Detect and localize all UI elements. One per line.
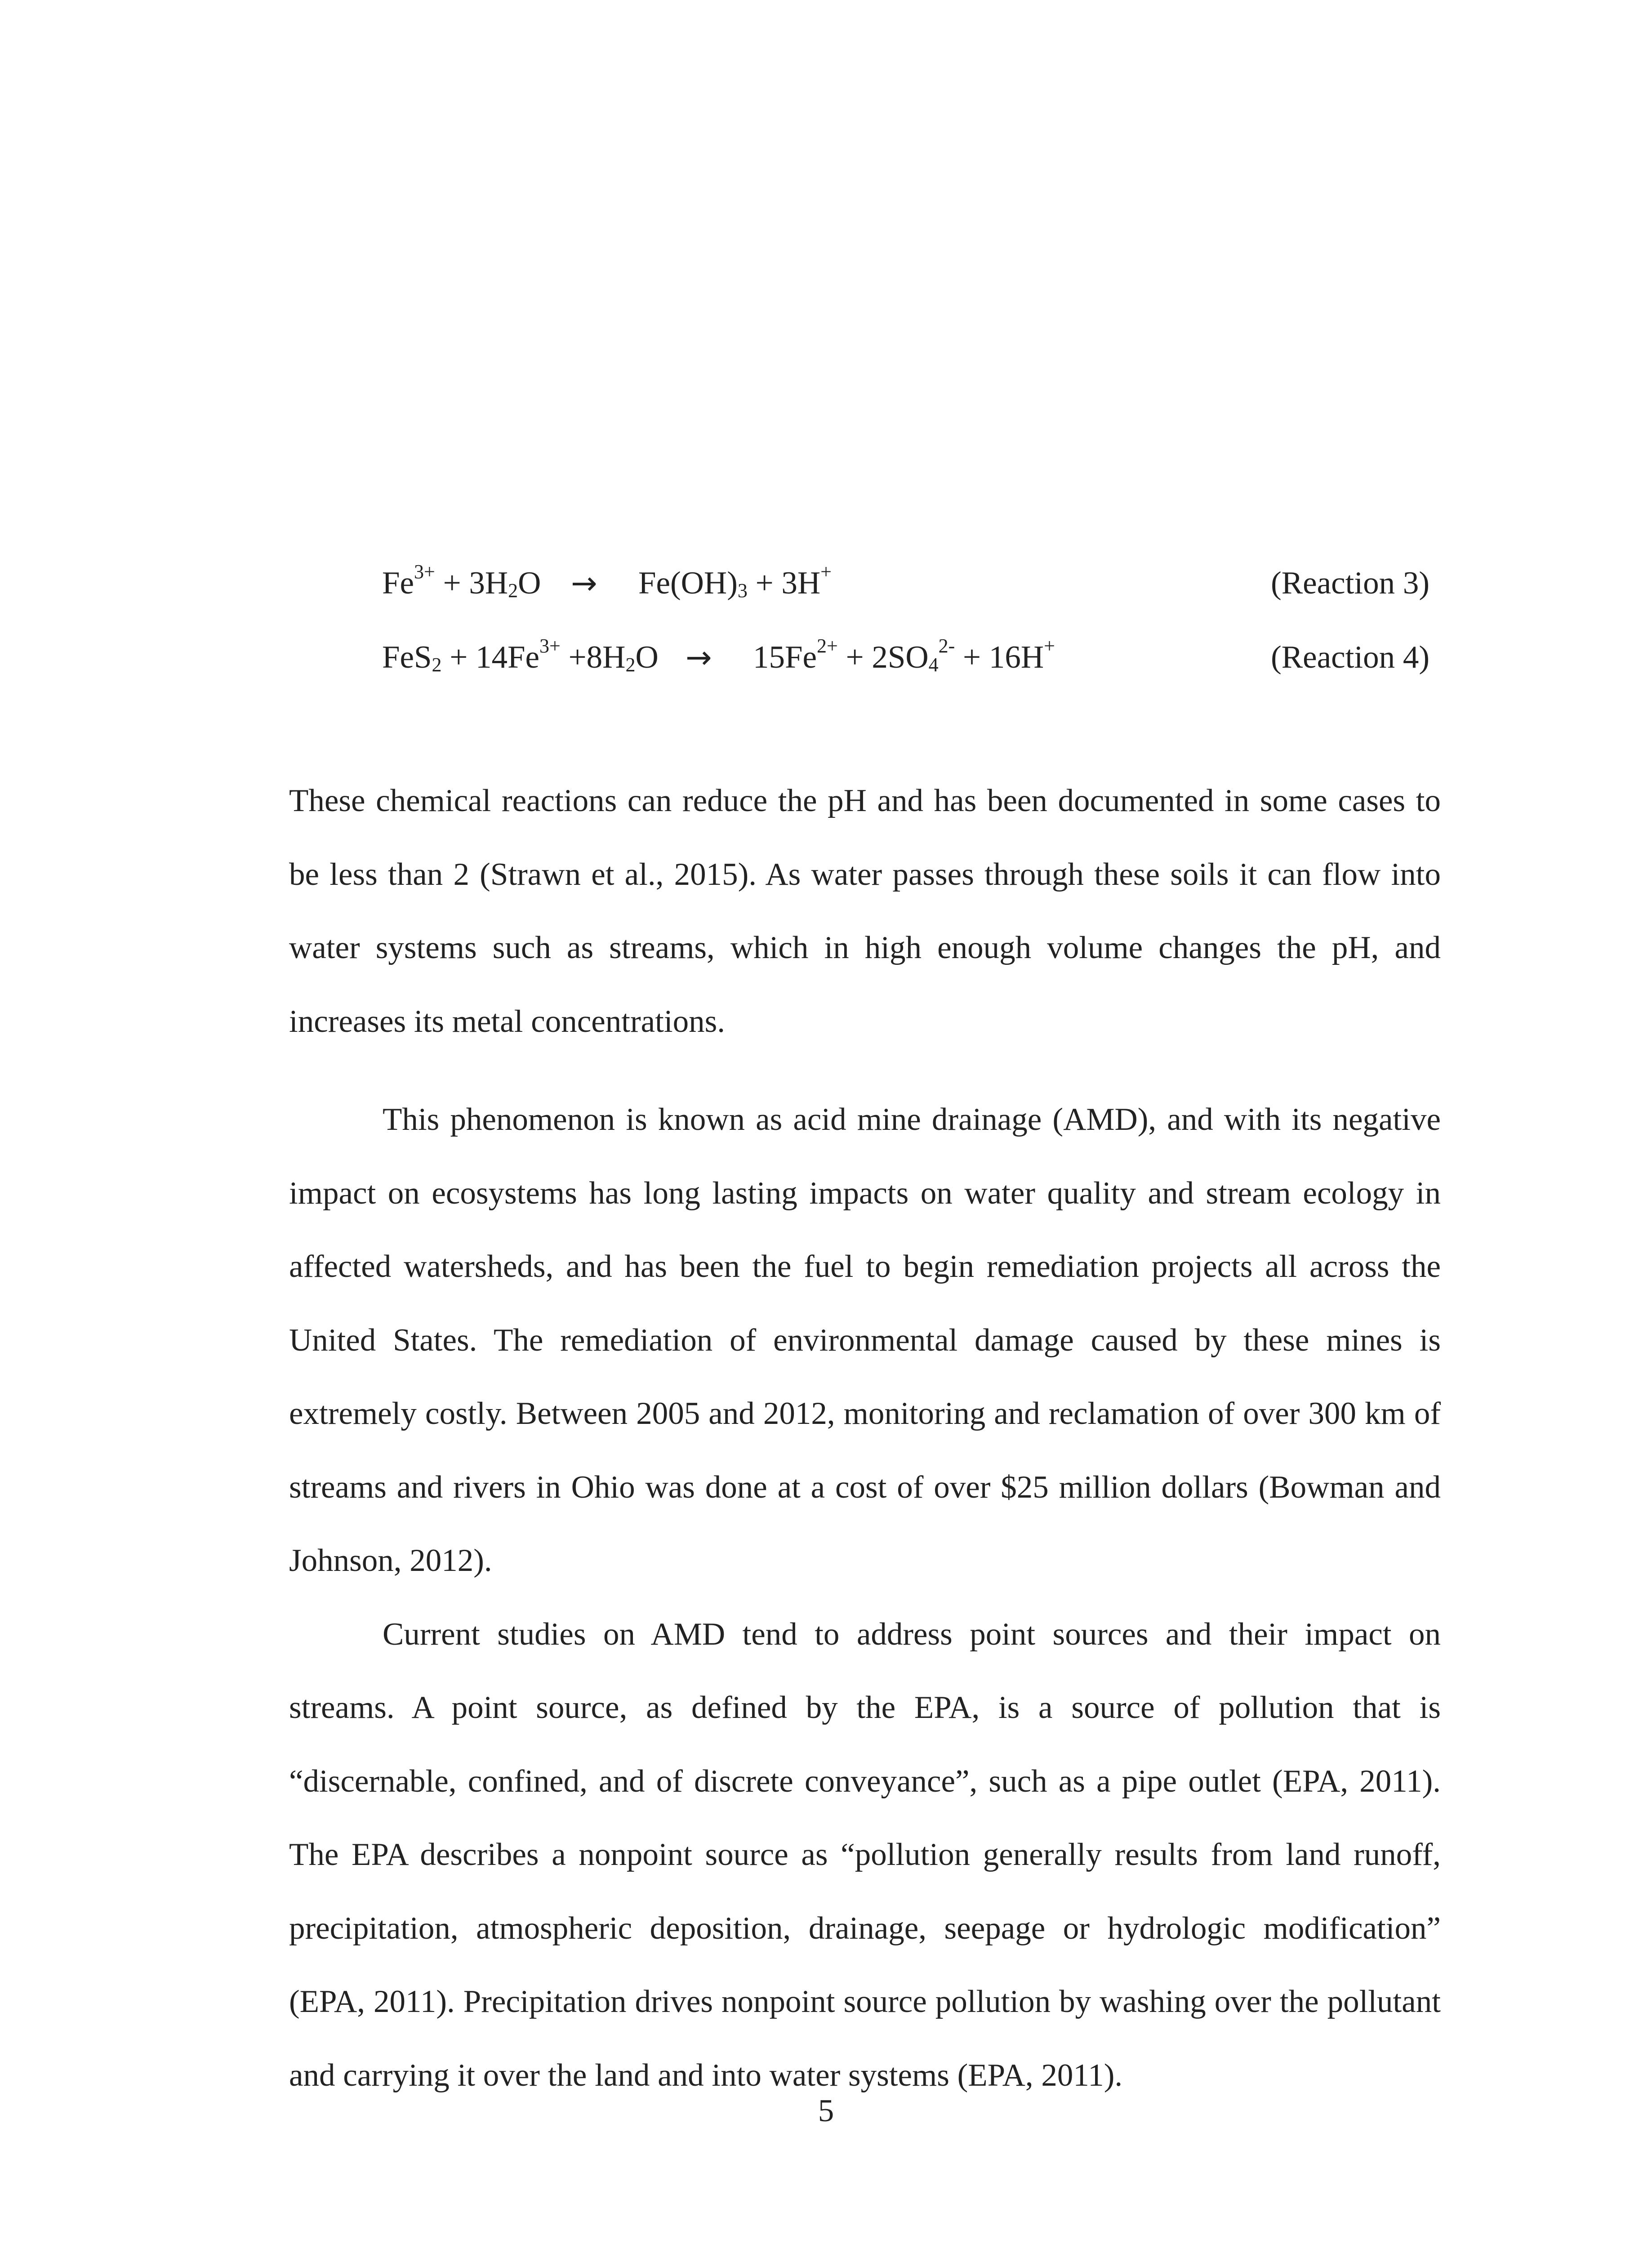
equation-reaction-3 — [382, 546, 1429, 620]
equation-label: (Reaction 4) — [1271, 640, 1429, 675]
paragraph-3: Current studies on AMD tend to address point sources and their impact on streams. A point source, as defined by the EPA, is a source of pollution that is “discernable, confined, and of discrete conveyance”, such as a pipe outlet (EPA, 2011). The EPA describes a nonpoint source as “pollution generally results from land runoff, precipitation, atmospheric deposition, drainage, seepage or hydrologic modification” (EPA, 2011). Precipitation drives nonpoint source pollution by washing over the pollutant and carrying it over the land and into water systems (EPA, 2011). — [289, 1616, 1441, 2093]
paragraph-1: These chemical reactions can reduce the pH and has been documented in some cases to be less than 2 (Strawn et al., 2015). As water passes through these soils it can flow into water systems such as streams, which in high enough volume changes the pH, and increases its metal concentrations. — [289, 783, 1441, 1039]
equation-lhs: $Fe^{3+} + 3H_2O$ — [382, 561, 541, 602]
right-arrow-icon: → — [686, 639, 712, 676]
equation-reaction-4 — [382, 620, 1429, 695]
page-number: 5 — [818, 2093, 834, 2128]
equation-rhs: $15Fe^{2+} + 2SO_4^{2-} + 16H^+$ — [753, 635, 1055, 676]
equation-label: (Reaction 3) — [1271, 566, 1429, 601]
body-text — [289, 764, 1441, 2112]
paragraph-2: This phenomenon is known as acid mine drainage (AMD), and with its negative impact on ecosystems has long lasting impacts on water quality and stream ecology in affected watersheds, and has been the fuel to begin remediation projects all across the United States. The remediation of environmental damage caused by these mines is extremely costly. Between 2005 and 2012, monitoring and reclamation of over 300 km of streams and rivers in Ohio was done at a cost of over $25 million dollars (Bowman and Johnson, 2012). — [289, 1102, 1441, 1578]
right-arrow-icon: → — [571, 565, 597, 602]
equation-rhs: $Fe(OH)_3 + 3H^+$ — [638, 561, 832, 602]
equation-lhs: $FeS_2 + 14Fe^{3+} +8H_2O$ — [382, 635, 659, 676]
reaction-equations — [382, 546, 1429, 695]
